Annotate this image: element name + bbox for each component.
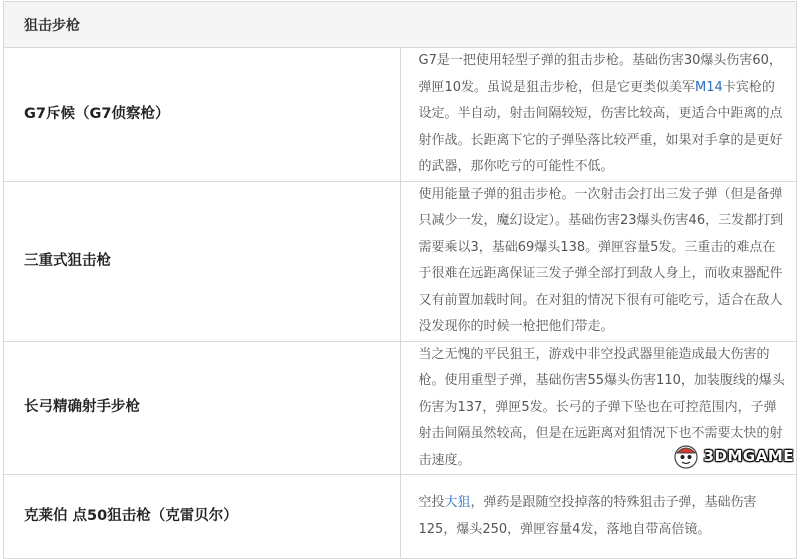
weapon-name: 三重式狙击枪	[4, 181, 401, 341]
keyword-link[interactable]: M14	[695, 79, 723, 95]
3dm-mascot-icon	[672, 442, 700, 470]
weapon-desc: 使用能量子弹的狙击步枪。一次射击会打出三发子弹（但是备弹只减少一发，魔幻设定）。基础伤害23爆头伤害46，三发都打到需要乘以3，基础69爆头138。弹匣容量5发。三重击的难点在于很难在远距离保证三发子弹全部打到敌人身上，而收束器配件又有前置加载时间。在对狙的情况下很有可能吃亏，适合在敌人没发现你的时候一枪把他们带走。	[400, 181, 797, 341]
weapon-name: 长弓精确射手步枪	[4, 341, 401, 475]
table-header-row	[4, 2, 797, 48]
table-header: 狙击步枪	[4, 2, 797, 48]
weapon-desc	[400, 48, 797, 182]
weapon-name: 克莱伯 点50狙击枪（克雷贝尔）	[4, 475, 401, 559]
watermark-text: 3DMGAME	[703, 447, 794, 465]
desc-text: 卡宾枪的设定。半自动，射击间隔较短，伤害比较高，更适合中距离的点射作战。长距离下它的子弹坠落比较严重，如果对手拿的是更好的武器，那你吃亏的可能性不低。	[418, 79, 783, 174]
table-row	[4, 181, 797, 341]
watermark	[672, 442, 794, 470]
weapon-name: G7斥候（G7侦察枪）	[4, 48, 401, 182]
weapon-desc	[400, 475, 797, 559]
weapon-table	[3, 1, 797, 559]
desc-text: G7是一把使用轻型子弹的狙击步枪。基础伤害30爆头伤害60，弹匣10发。虽说是狙击步枪，但是它更类似美军	[418, 53, 782, 95]
desc-text: ，弹药是跟随空投掉落的特殊狙击子弹，基础伤害125，爆头250，弹匣容量4发，落地自带高倍镜。	[418, 495, 757, 537]
weapon-desc: 当之无愧的平民狙王，游戏中非空投武器里能造成最大伤害的枪。使用重型子弹，基础伤害55爆头伤害110，加装腹线的爆头伤害为137，弹匣5发。长弓的子弹下坠也在可控范围内，子弹射击间隔虽然较高，但是在远距离对狙情况下也不需要太快的射击速度。	[400, 341, 797, 475]
table-row	[4, 48, 797, 182]
desc-text: 空投	[418, 495, 445, 510]
table-row	[4, 475, 797, 559]
keyword-link[interactable]: 大狙	[444, 495, 471, 510]
